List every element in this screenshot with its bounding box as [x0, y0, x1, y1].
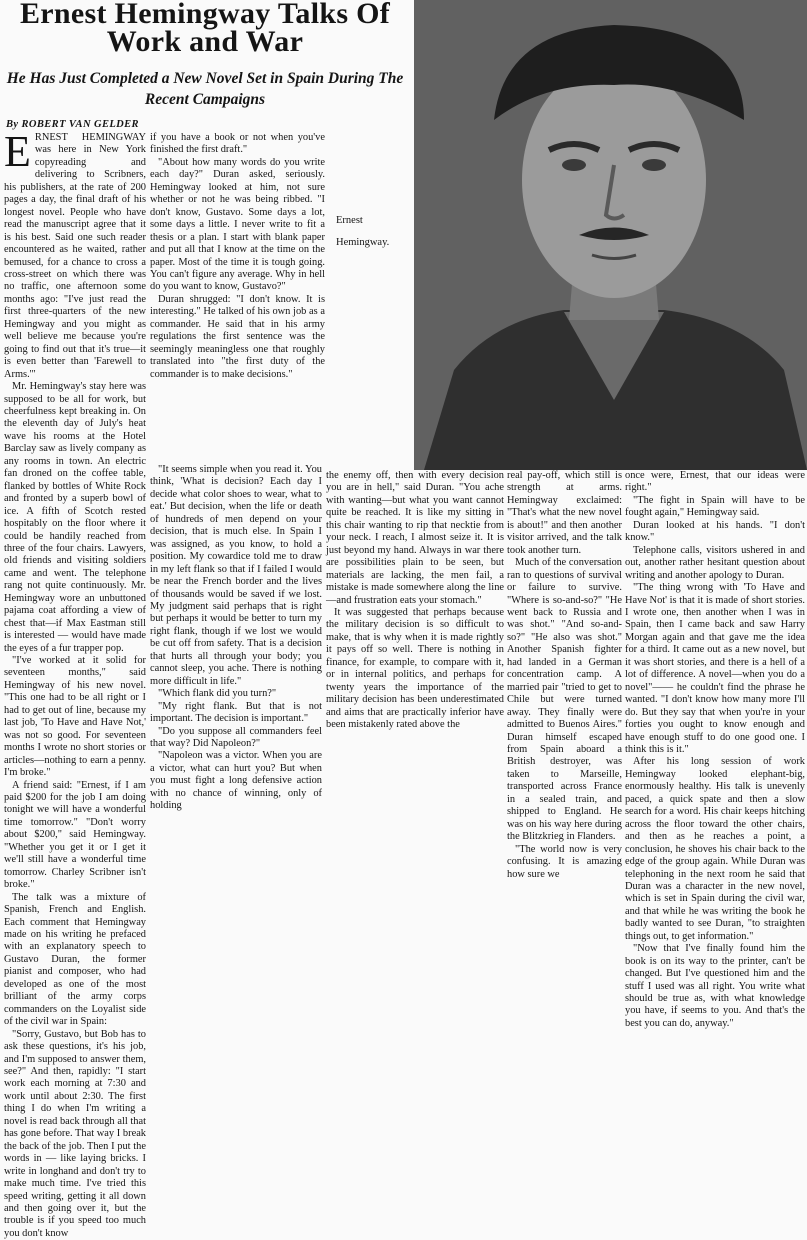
paragraph: Telephone calls, visitors ushered in and out, another rather hesitant question about writing and another apology to Duran. [625, 544, 805, 581]
paragraph: "Do you suppose all commanders feel that way? Did Napoleon?" [150, 725, 322, 749]
article-column-3 [150, 464, 322, 1077]
paragraph: "Now that I've finally found him the book is on its way to the printer, can't be changed. But I've questioned him and the stuff I used was all right. You write what should be true as, with what knowledge you have, if seems to you. And that's the best you can do, anyway." [625, 943, 805, 1029]
paragraph: "About how many words do you write each day?" Duran asked, seriously. Hemingway looked at him, not sure whether or not he was being ribbed. "I don't know, Gustavo. Some days a lot, some days a little. I never write to fit a thesis or a plan. I start with blank paper and put all that I know at the time on the paper. Most of the time it is tough going. You can't figure any average. Why in hell do you want to know, Gustavo?" [150, 156, 325, 293]
paragraph: "The fight in Spain will have to be fought again," Hemingway said. [625, 494, 805, 519]
paragraph: real pay-off, which still is strength at arms. Hemingway exclaimed: "That's what the new novel is about!" and then another visitor arrived, and the talk took another turn. [507, 470, 622, 556]
photo-caption: Ernest Hemingway. [336, 210, 412, 254]
headline: Ernest Hemingway Talks Of Work and War [19, 0, 391, 58]
paragraph-text: RNEST HEMINGWAY was here in New York copyreading and delivering to Scribners, his publishers, at the rate of 200 pages a day, the final draft of his longest novel. People who have read the manuscript agree that it is his best. Said one such reader encountered as he waited, rather bemused, for a chance to cross a cross-street on which there was no traffic, one afternoon some months ago: "I've just read the first three-quarters of the new Hemingway and you might as well believe me because you're going to find out that it's true—it is even better than 'Farewell to Arms.'" [4, 132, 146, 380]
article-column-5 [507, 470, 622, 1077]
paragraph: "My right flank. But that is not important. The decision is important." [150, 700, 322, 725]
paragraph: Duran shrugged: "I don't know. It is interesting." He talked of his own job as a commander. He said that in his army regulations the first sentence was the seemingly meaningless one that roughly translated into "the first duty of the commander is to make decisions." [150, 293, 325, 380]
paragraph: "I've worked at it solid for seventeen months," said Hemingway of his new novel. "This one had to be all right or I had to get out of line, because my last job, 'To Have and Have Not,' was not so good. For seventeen months I wrote no short stories or articles—nothing to earn a penny. I'm broke." [4, 655, 146, 779]
paragraph: "The thing wrong with 'To Have and Have Not' is that it is made of short stories. I wrote one, then another when I was in Spain, then I came back and saw Harry Morgan again and that gave me the idea for a third. It came out as a new novel, but it was short stories, and there is a hell of a lot of difference. A novel—when you do a novel"—— he couldn't find the phrase he wanted. "I don't know how many more I'll do. But they say that when you're in your forties you ought to know enough and have enough stuff to do one good one. I think this is it." [625, 582, 805, 755]
paragraph: The talk was a mixture of Spanish, French and English. Each comment that Hemingway made on his writing he prefaced with an explanatory speech to Gustavo Duran, the former pianist and composer, who had developed as one of the most brilliant of the army corps commanders on the Loyalist side of the civil war in Spain: [4, 891, 146, 1028]
drop-cap: E [4, 127, 31, 176]
paragraph: Mr. Hemingway's stay here was supposed to be all for work, but cheerfulness kept breaking in. On the eleventh day of July's heat wave his rooms at the Hotel Barclay saw as lively company as any rooms in town. An electric fan droned on the coffee table, flanked by bottles of White Rock and fronted by a superb bowl of ice. A fifth of Scotch rested hospitably on the floor where it could be handily reached from three of the four chairs. Lawyers, old friends and visiting soldiers came and went. The telephone rang not quite continuously. Mr. Hemingway wore an unbuttoned pajama coat affording a view of chest that—if Max Eastman still is interested — would have made the eyes of a fur trapper pop. [4, 381, 146, 654]
paragraph: the enemy off, then with every decision you are in hell," said Duran. "You ache with wanting—but what you want cannot quite be reached. It is like my sitting in this chair wanting to rip that necktie from your neck. I reach, I almost seize it. It is just beyond my hand. Always in war there are possibilities plain to be seen, but materials are lacking, the men fail, a mistake is made somewhere along the line—and frustration eats your stomach." [326, 470, 504, 606]
paragraph: After his long session of work Hemingway looked elephant-big, enormously healthy. His talk is unevenly paced, a quick spate and then a slow search for a word. His chair keeps hitching across the floor toward the other chairs, and then as he reaches a point, a conclusion, he shoves his chair back to the edge of the group again. While Duran was telephoning in the next room he said that Duran was a character in the new novel, which is set in Spain during the civil war, and that while he was writing the book he badly wanted to see Duran, "to straighten things out, to get information." [625, 756, 805, 942]
article-column-6 [625, 470, 805, 1077]
article-column-4 [326, 470, 504, 1077]
portrait-illustration [414, 0, 807, 470]
paragraph: "It seems simple when you read it. You think, 'What is decision? Each day I decide what color shoes to wear, what to eat.' But decision, when the life or death of hundreds of men depend on your decision, that is much else. In Spain I was assigned, as you know, to hold a position. My cowardice told me to draw in my left flank so that if I failed I would be near the French border and the lives of thousands would be saved if we lost. My judgment said perhaps that is right but perhaps it would be better to turn my right flank, though if we lost we would be cut off from safety. That is a decision that hurts all through your body; you cannot sleep, you ache. There is nothing more difficult in life." [150, 464, 322, 687]
paragraph: "Which flank did you turn?" [158, 688, 277, 700]
paragraph: "Napoleon was a victor. When you are a victor, what can hurt you? But when you must fight a long defensive action with no chance of winning, only of holding [150, 750, 322, 812]
paragraph: once were, Ernest, that our ideas were right." [625, 470, 805, 494]
byline: By ROBERT VAN GELDER [6, 119, 139, 130]
paragraph: Much of the conversation ran to questions of survival or failure to survive. "Where is so-and-so?" "He went back to Russia and was shot." "And so-and-so?" "He also was shot." Another Spanish fighter had landed in a German concentration camp. A married pair "tried to get to Chile but were turned away. They finally were admitted to Buenos Aires." Duran himself escaped from Spain aboard a British destroyer, was taken to Marseille, transported across France in a sealed train, and shipped to England. He was on his way here during the Blitzkrieg in Flanders. [507, 557, 622, 843]
paragraph: if you have a book or not when you've finished the first draft." [150, 132, 325, 156]
deck-subheadline: He Has Just Completed a New Novel Set in Spain During The Recent Campaigns [6, 70, 404, 108]
paragraph: "Sorry, Gustavo, but Bob has to ask these questions, it's his job, and I'm supposed to answer them, see?" And then, rapidly: "I start work each morning at 7:30 and work until about 2:30. The first thing I do when I'm writing a novel is read back through all that has gone before. That way I break the back of the job. Then I put the words in — like laying bricks. I write in longhand and don't try to make much time. I've tried this speed writing, getting it all down and then going over it, but the trouble is if you speed too much you don't know [4, 1028, 146, 1239]
paragraph: "The world now is very confusing. It is amazing how sure we [507, 843, 622, 880]
article-column-1 [4, 127, 146, 1239]
paragraph: It was suggested that perhaps because the military decision is so difficult to make, that is why when it is made rightly it pays off so well. There is nothing in finance, for example, to compare with it, or in internal politics, and perhaps for twenty years the importance of the military decision has been underestimated and aims that are practically inferior have been mistakenly rated above the [326, 606, 504, 731]
lead-paragraph [4, 127, 146, 381]
portrait-photo [414, 0, 807, 470]
paragraph: A friend said: "Ernest, if I am paid $200 for the job I am doing tonight we will have a wonderful time tomorrow." "Don't worry about $200," said Hemingway. "Whether you get it or I get it we'll still have a wonderful time tomorrow. Charley Scribner isn't broke." [4, 779, 146, 891]
paragraph: Duran looked at his hands. "I don't know." [625, 519, 805, 544]
article-column-2 [150, 132, 325, 467]
